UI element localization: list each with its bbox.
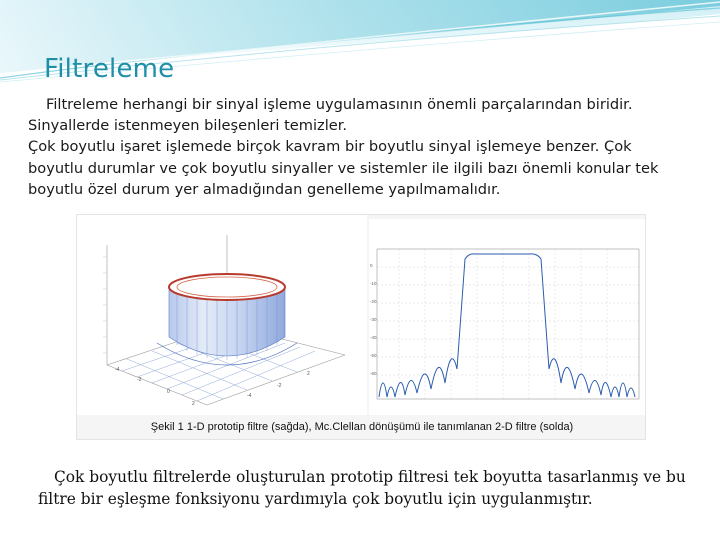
svg-text:-4: -4 [247,393,252,399]
svg-text:-60: -60 [370,371,377,376]
conclusion-text: Çok boyutlu filtrelerde oluşturulan prototip filtresi tek boyutta tasarlanmış ve bu filtre bir eşleşme fonksiyonu yardımıyla çok boyutlu için uygulanmıştır. [38,468,686,508]
svg-text:2: 2 [307,371,310,377]
svg-text:-20: -20 [370,299,377,304]
svg-text:0: 0 [167,389,170,395]
slide-title: Filtreleme [44,54,175,84]
svg-text:-10: -10 [370,281,377,286]
body-text [28,94,688,200]
svg-text:-4: -4 [115,367,120,373]
figure-caption: Şekil 1 1-D prototip filtre (sağda), Mc.Clellan dönüşümü ile tanımlanan 2-D filtre (solda) [150,421,574,433]
svg-text:-2: -2 [137,377,142,383]
svg-text:0: 0 [370,263,373,268]
svg-text:-40: -40 [370,335,377,340]
svg-text:2: 2 [192,401,195,407]
paragraph-3: Çok boyutlu işaret işlemede birçok kavram bir boyutlu sinyal işlemeye benzer. Çok boyutlu durumlar ve çok boyutlu sinyaller ve sistemler ile ilgili bazı önemli konular tek boyutlu özel durum yer almadığından genelleme yapılmamalıdır. [28,138,659,198]
svg-text:-50: -50 [370,353,377,358]
1d-prototype-filter-plot [369,219,645,415]
svg-text:-30: -30 [370,317,377,322]
paragraph-2: Sinyallerde istenmeyen bileşenleri temizler. [28,117,348,135]
filter-figure [76,214,646,440]
paragraph-1: Filtreleme herhangi bir sinyal işleme uygulamasının önemli parçalarından biridir. [46,96,633,113]
svg-text:-2: -2 [277,383,282,389]
conclusion-paragraph [38,466,688,510]
2d-filter-surface-plot [77,215,367,415]
